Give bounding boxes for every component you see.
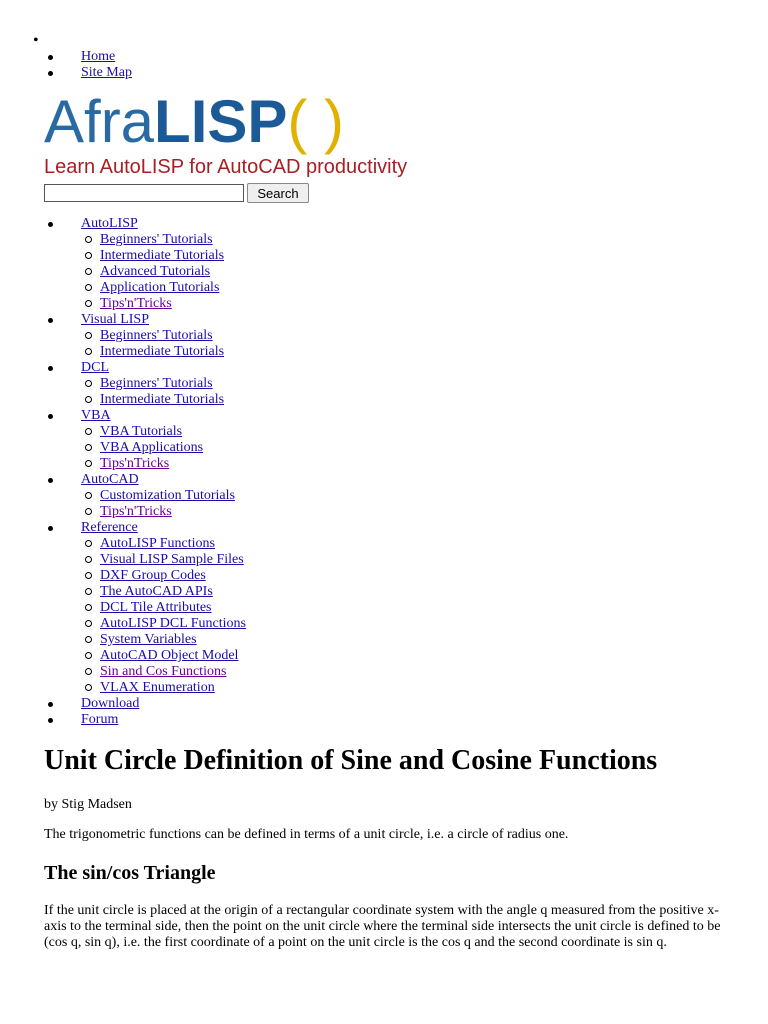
logo-title-lisp: LISP [154,88,288,155]
article-paragraph: If the unit circle is placed at the origin of a rectangular coordinate system with the angle q measured from the positive x-axis to the terminal side, then the point on the unit circle where the terminal side intersects the unit circle is defined to be (cos q, sin q), i.e. the first coordinate of a point on the unit circle is the cos q and the second coordinate is sin q. [44,903,721,950]
logo-title [44,90,404,154]
dxf-group-codes-link[interactable]: DXF Group Codes [100,568,206,583]
submenu-item [100,536,463,552]
main-menu [63,216,463,728]
visual-lisp-beginners-link[interactable]: Beginners' Tutorials [100,328,213,343]
submenu-item [100,584,463,600]
reference-link[interactable]: Reference [81,520,138,535]
dcl-tile-attributes-link[interactable]: DCL Tile Attributes [100,600,212,615]
autolisp-functions-link[interactable]: AutoLISP Functions [100,536,215,551]
article-byline: by Stig Madsen [44,797,132,812]
submenu-item [100,488,463,504]
vba-link[interactable]: VBA [81,408,111,423]
autocad-customization-link[interactable]: Customization Tutorials [100,488,235,503]
top-nav [63,49,132,81]
submenu-item [100,632,463,648]
submenu-item [100,296,463,312]
submenu-item [100,264,463,280]
submenu-item [100,440,463,456]
page-title: Unit Circle Definition of Sine and Cosine Functions [44,745,658,776]
home-link[interactable]: Home [81,49,116,64]
autolisp-application-link[interactable]: Application Tutorials [100,280,220,295]
submenu-item [100,232,463,248]
autocad-tips-link[interactable]: Tips'n'Tricks [100,504,172,519]
submenu-item [100,456,463,472]
system-variables-link[interactable]: System Variables [100,632,197,647]
top-bullet: • [33,32,39,49]
submenu-item [100,280,463,296]
logo-tagline: Learn AutoLISP for AutoCAD productivity [44,156,408,178]
menu-section-reference [63,520,463,696]
submenu-item [100,376,463,392]
dcl-intermediate-link[interactable]: Intermediate Tutorials [100,392,225,407]
submenu-item [100,680,463,696]
submenu-item [100,616,463,632]
vba-tips-link[interactable]: Tips'nTricks [100,456,170,471]
section-title: The sin/cos Triangle [44,862,216,884]
top-nav-item-site-map [63,65,132,81]
submenu-item [100,504,463,520]
submenu-item [100,424,463,440]
autocad-apis-link[interactable]: The AutoCAD APIs [100,584,213,599]
search-input[interactable] [44,184,244,202]
autolisp-tips-link[interactable]: Tips'n'Tricks [100,296,172,311]
autolisp-intermediate-link[interactable]: Intermediate Tutorials [100,248,225,263]
autolisp-beginners-link[interactable]: Beginners' Tutorials [100,232,213,247]
submenu-item [100,600,463,616]
download-link[interactable]: Download [81,696,140,711]
menu-section-download [63,696,463,712]
visual-lisp-intermediate-link[interactable]: Intermediate Tutorials [100,344,225,359]
sin-cos-functions-link[interactable]: Sin and Cos Functions [100,664,227,679]
autocad-object-model-link[interactable]: AutoCAD Object Model [100,648,239,663]
autocad-link[interactable]: AutoCAD [81,472,139,487]
vba-tutorials-link[interactable]: VBA Tutorials [100,424,183,439]
submenu-item [100,328,463,344]
menu-section-dcl [63,360,463,408]
vba-applications-link[interactable]: VBA Applications [100,440,204,455]
site-map-link[interactable]: Site Map [81,65,132,80]
logo-title-afra: Afra [44,88,155,155]
menu-section-autocad [63,472,463,520]
submenu-item [100,344,463,360]
dcl-link[interactable]: DCL [81,360,109,375]
autolisp-dcl-functions-link[interactable]: AutoLISP DCL Functions [100,616,246,631]
article-intro: The trigonometric functions can be defined in terms of a unit circle, i.e. a circle of radius one. [44,827,569,842]
submenu-item [100,248,463,264]
visual-lisp-samples-link[interactable]: Visual LISP Sample Files [100,552,244,567]
submenu-item [100,664,463,680]
menu-section-autolisp [63,216,463,312]
submenu-item [100,392,463,408]
forum-link[interactable]: Forum [81,712,119,727]
dcl-beginners-link[interactable]: Beginners' Tutorials [100,376,213,391]
visual-lisp-link[interactable]: Visual LISP [81,312,149,327]
menu-section-visual-lisp [63,312,463,360]
search-button[interactable]: Search [247,183,309,203]
submenu-item [100,568,463,584]
top-nav-item-home [63,49,132,65]
vlax-enumeration-link[interactable]: VLAX Enumeration [100,680,215,695]
menu-section-vba [63,408,463,472]
autolisp-link[interactable]: AutoLISP [81,216,138,231]
submenu-item [100,648,463,664]
logo-title-parens: ( ) [287,88,345,155]
submenu-item [100,552,463,568]
autolisp-advanced-link[interactable]: Advanced Tutorials [100,264,211,279]
menu-section-forum [63,712,463,728]
site-logo[interactable] [44,88,408,180]
